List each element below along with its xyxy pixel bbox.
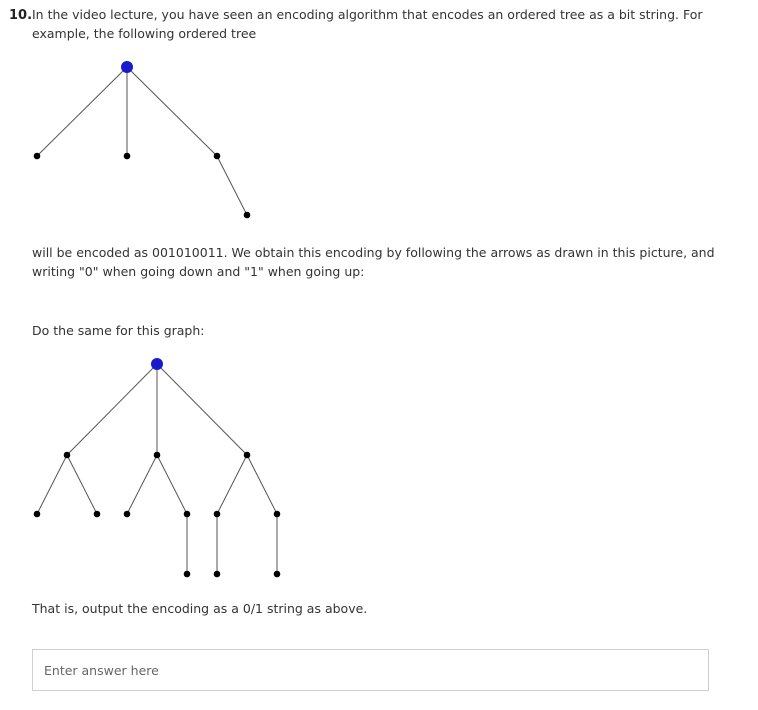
task-prompt-text: Do the same for this graph: (32, 323, 205, 338)
output-instruction-text: That is, output the encoding as a 0/1 string as above. (32, 601, 368, 616)
tree-edge (157, 364, 247, 455)
tree-node (34, 511, 41, 518)
tree-node (184, 511, 191, 518)
tree-edge (127, 67, 217, 156)
tree-node (274, 571, 281, 578)
tree-edge (67, 364, 157, 455)
tree-node (124, 511, 131, 518)
tree-edge (37, 67, 127, 156)
tree-edge (247, 455, 277, 514)
tree-edge (37, 455, 67, 514)
tree-edge (157, 455, 187, 514)
tree-node (244, 452, 251, 459)
tree-node (244, 212, 251, 219)
tree-node (214, 571, 221, 578)
tree-node (184, 571, 191, 578)
task-tree-diagram (0, 352, 320, 588)
tree-node (154, 452, 161, 459)
tree-edge (67, 455, 97, 514)
tree-edge (217, 455, 247, 514)
tree-node (94, 511, 101, 518)
tree-node (214, 153, 221, 160)
tree-edge (127, 455, 157, 514)
tree-root-node (151, 358, 163, 370)
tree-node (274, 511, 281, 518)
tree-node (124, 153, 131, 160)
tree-root-node (121, 61, 133, 73)
encoding-explanation-text: will be encoded as 001010011. We obtain this encoding by following the arrows as drawn in this picture, and writing "0" when going down and "1" when going up: (32, 245, 715, 279)
answer-input[interactable] (32, 649, 709, 691)
tree-node (64, 452, 71, 459)
example-tree-diagram (0, 55, 300, 225)
tree-node (214, 511, 221, 518)
tree-edge (217, 156, 247, 215)
question-number: 10. (9, 8, 33, 23)
question-intro-text: In the video lecture, you have seen an encoding algorithm that encodes an ordered tree as a bit string. For example, the following ordered tree (32, 7, 703, 41)
tree-node (34, 153, 41, 160)
